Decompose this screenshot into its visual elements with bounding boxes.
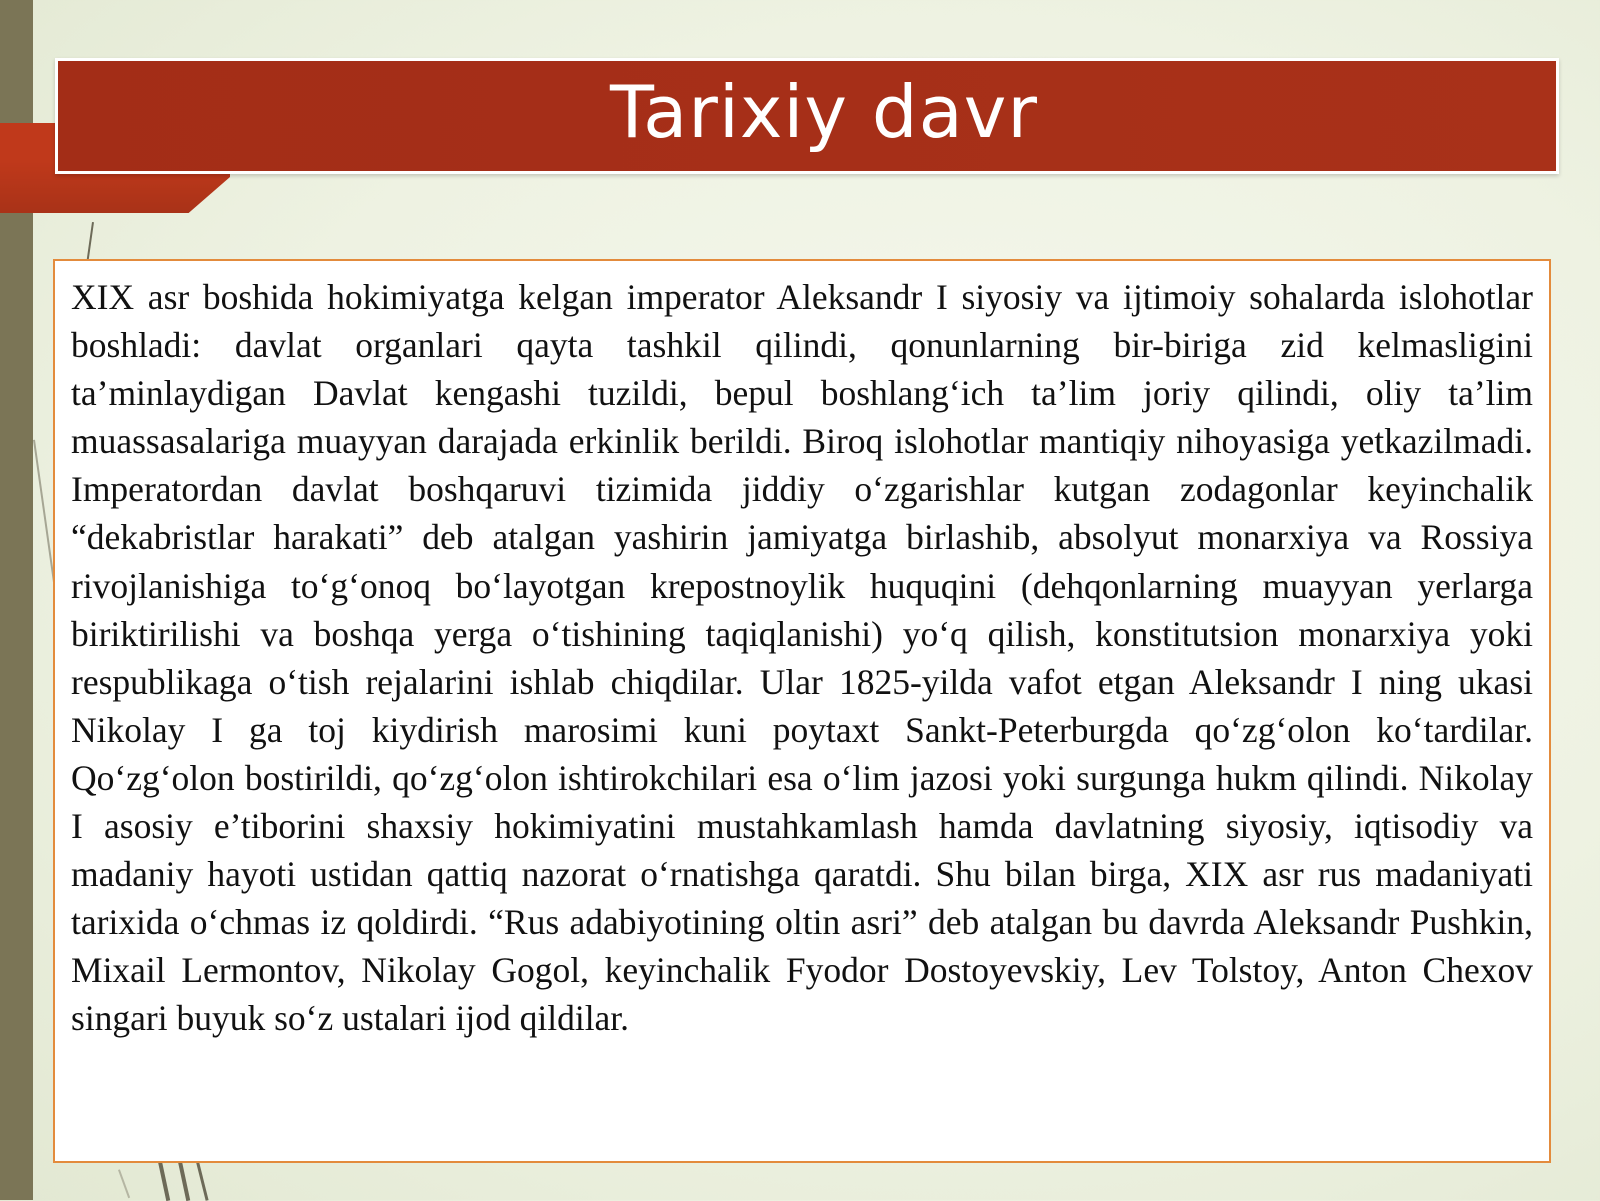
slide-title: Tarixiy davr <box>610 70 1038 154</box>
decorative-line <box>178 1161 190 1201</box>
decorative-line <box>196 1161 209 1201</box>
decorative-line <box>86 222 94 262</box>
title-banner <box>55 58 1559 174</box>
decorative-line <box>158 1161 170 1201</box>
decorative-line <box>118 1169 130 1198</box>
content-box <box>53 259 1551 1163</box>
body-paragraph: XIX asr boshida hokimiyatga kelgan imperator Aleksandr I siyosiy va ijtimoiy sohalarda islohotlar boshladi: davlat organlari qayta tashkil qilindi, qonunlarning bir-biriga zid kelmasligini ta’minlaydigan Davlat kengashi tuzildi, bepul boshlang‘ich ta’lim joriy qilindi, oliy ta’lim muassasalariga muayyan darajada erkinlik berildi. Biroq islohotlar mantiqiy nihoyasiga yetkazilmadi. Imperatordan davlat boshqaruvi tizimida jiddiy o‘zgarishlar kutgan zodagonlar keyinchalik “dekabristlar harakati” deb atalgan yashirin jamiyatga birlashib, absolyut monarxiya va Rossiya rivojlanishiga to‘g‘onoq bo‘layotgan krepostnoylik huquqini (dehqonlarning muayyan yerlarga biriktirilishi va boshqa yerga o‘tishining taqiqlanishi) yo‘q qilish, konstitutsion monarxiya yoki respublikaga o‘tish rejalarini ishlab chiqdilar. Ular 1825-yilda vafot etgan Aleksandr I ning ukasi Nikolay I ga toj kiydirish marosimi kuni poytaxt Sankt-Peterburgda qo‘zg‘olon ko‘tardilar. Qo‘zg‘olon bostirildi, qo‘zg‘olon ishtirokchilari esa o‘lim jazosi yoki surgunga hukm qilindi. Nikolay I asosiy e’tiborini shaxsiy hokimiyatini mustahkamlash hamda davlatning siyosiy, iqtisodiy va madaniy hayoti ustidan qattiq nazorat o‘rnatishga qaratdi. Shu bilan birga, XIX asr rus madaniyati tarixida o‘chmas iz qoldirdi. “Rus adabiyotining oltin asri” deb atalgan bu davrda Aleksandr Pushkin, Mixail Lermontov, Nikolay Gogol, keyinchalik Fyodor Dostoyevskiy, Lev Tolstoy, Anton Chexov singari buyuk so‘z ustalari ijod qildilar. <box>71 277 1533 1039</box>
